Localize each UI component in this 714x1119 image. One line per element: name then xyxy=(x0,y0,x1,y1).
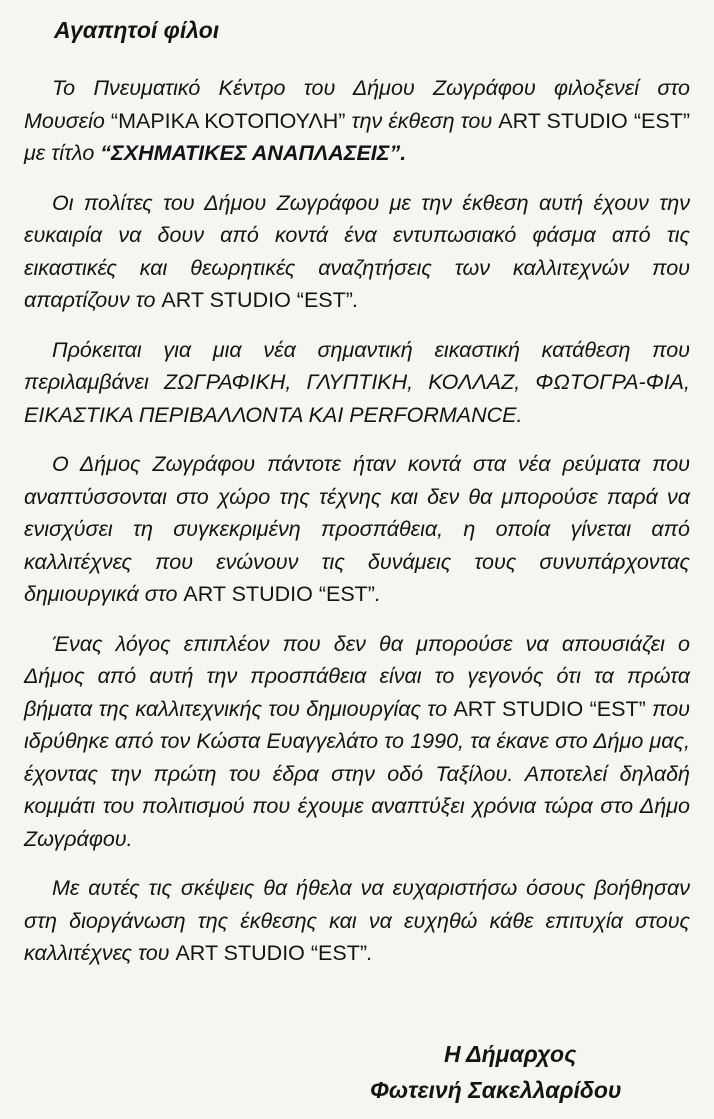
studio-name: ART STUDIO “EST” xyxy=(498,108,690,133)
paragraph-3-text-a: Πρόκειται για μια νέα σημαντική εικαστική κατάθεση που περιλαμβάνει ΖΩΓΡΑΦΙΚΗ, ΓΛΥΠΤΙΚΗ, ΚΟΛΛΑΖ, ΦΩΤΟΓΡΑ-ΦΙΑ, ΕΙΚΑΣΤΙΚΑ ΠΕΡΙΒΑΛΛΟΝΤΑ ΚΑΙ PERFORMANCE. xyxy=(24,337,690,427)
paragraph-4-text-a: Ο Δήμος Ζωγράφου πάντοτε ήταν κοντά στα νέα ρεύματα που αναπτύσσονται στο χώρο της τέχνης και δεν θα μπορούσε παρά να ενισχύσει τη συγκεκριμένη προσπάθεια, η οποία γίνεται από καλλιτέχνες που ενώνουν τις δυνάμεις τους συνυπάρχοντας δημιουργικά στο xyxy=(24,452,690,606)
studio-name: ART STUDIO “EST” xyxy=(175,941,367,965)
museum-name: “ΜΑΡΙΚΑ ΚΟΤΟΠΟΥΛΗ” xyxy=(110,108,346,133)
paragraph-1-text-a: Το Πνευματικό Κέντρο του Δήμου Ζωγράφου φιλοξενεί στο Μουσείο xyxy=(24,76,690,133)
studio-name: ART STUDIO “EST” xyxy=(453,696,646,721)
paragraph-5 xyxy=(24,628,690,856)
paragraph-5-text-c: που ιδρύθηκε από τον Κώστα Ευαγγελάτο το 1990, τα έκανε στο Δήμο μας, έχοντας την πρώτη του έδρα στην οδό Ταξίλου. Αποτελεί δηλαδή κομμάτι του πολιτισμού που έχουμε αναπτύξει χρόνια τώρα στο Δήμο Ζωγράφου. xyxy=(24,696,690,851)
paragraph-1-text-c: την έκθεση του xyxy=(345,108,499,133)
signature-block xyxy=(370,1036,622,1108)
paragraph-1-text-e: με τίτλο xyxy=(24,141,101,165)
paragraph-2-text-c: . xyxy=(352,288,359,312)
paragraph-6-text-c: . xyxy=(367,941,373,965)
paragraph-6-text-a: Με αυτές τις σκέψεις θα ήθελα να ευχαριστήσω όσους βοήθησαν στη διοργάνωση της έκθεσης και να ευχηθώ κάθε επιτυχία στους καλλιτέχνες του xyxy=(24,876,690,965)
salutation: Αγαπητοί φίλοι xyxy=(54,17,220,43)
signature-name: Φωτεινή Σακελλαρίδου xyxy=(370,1077,622,1103)
paragraph-5-text-a: Ένας λόγος επιπλέον που δεν θα μπορούσε να απουσιάζει ο Δήμος από αυτή την προσπάθεια είναι το γεγονός ότι τα πρώτα βήματα της καλλιτεχνικής του δημιουργίας το xyxy=(24,631,690,721)
paragraph-6 xyxy=(24,872,690,970)
paragraph-3 xyxy=(24,334,690,432)
paragraph-2-text-a: Οι πολίτες του Δήμου Ζωγράφου με την έκθεση αυτή έχουν την ευκαιρία να δουν από κοντά ένα εντυπωσιακό φάσμα από τις εικαστικές και θεωρητικές αναζητήσεις των καλλιτεχνών που απαρτίζουν το xyxy=(24,190,690,312)
paragraph-1 xyxy=(24,72,690,170)
paragraph-4 xyxy=(24,448,690,611)
exhibition-title: “ΣΧΗΜΑΤΙΚΕΣ ΑΝΑΠΛΑΣΕΙΣ”. xyxy=(100,141,407,165)
studio-name: ART STUDIO “EST” xyxy=(183,582,375,606)
paragraph-4-text-c: . xyxy=(374,582,381,606)
signature-role: Η Δήμαρχος xyxy=(444,1041,577,1067)
paragraph-2 xyxy=(24,187,690,317)
studio-name: ART STUDIO “EST” xyxy=(161,288,353,312)
